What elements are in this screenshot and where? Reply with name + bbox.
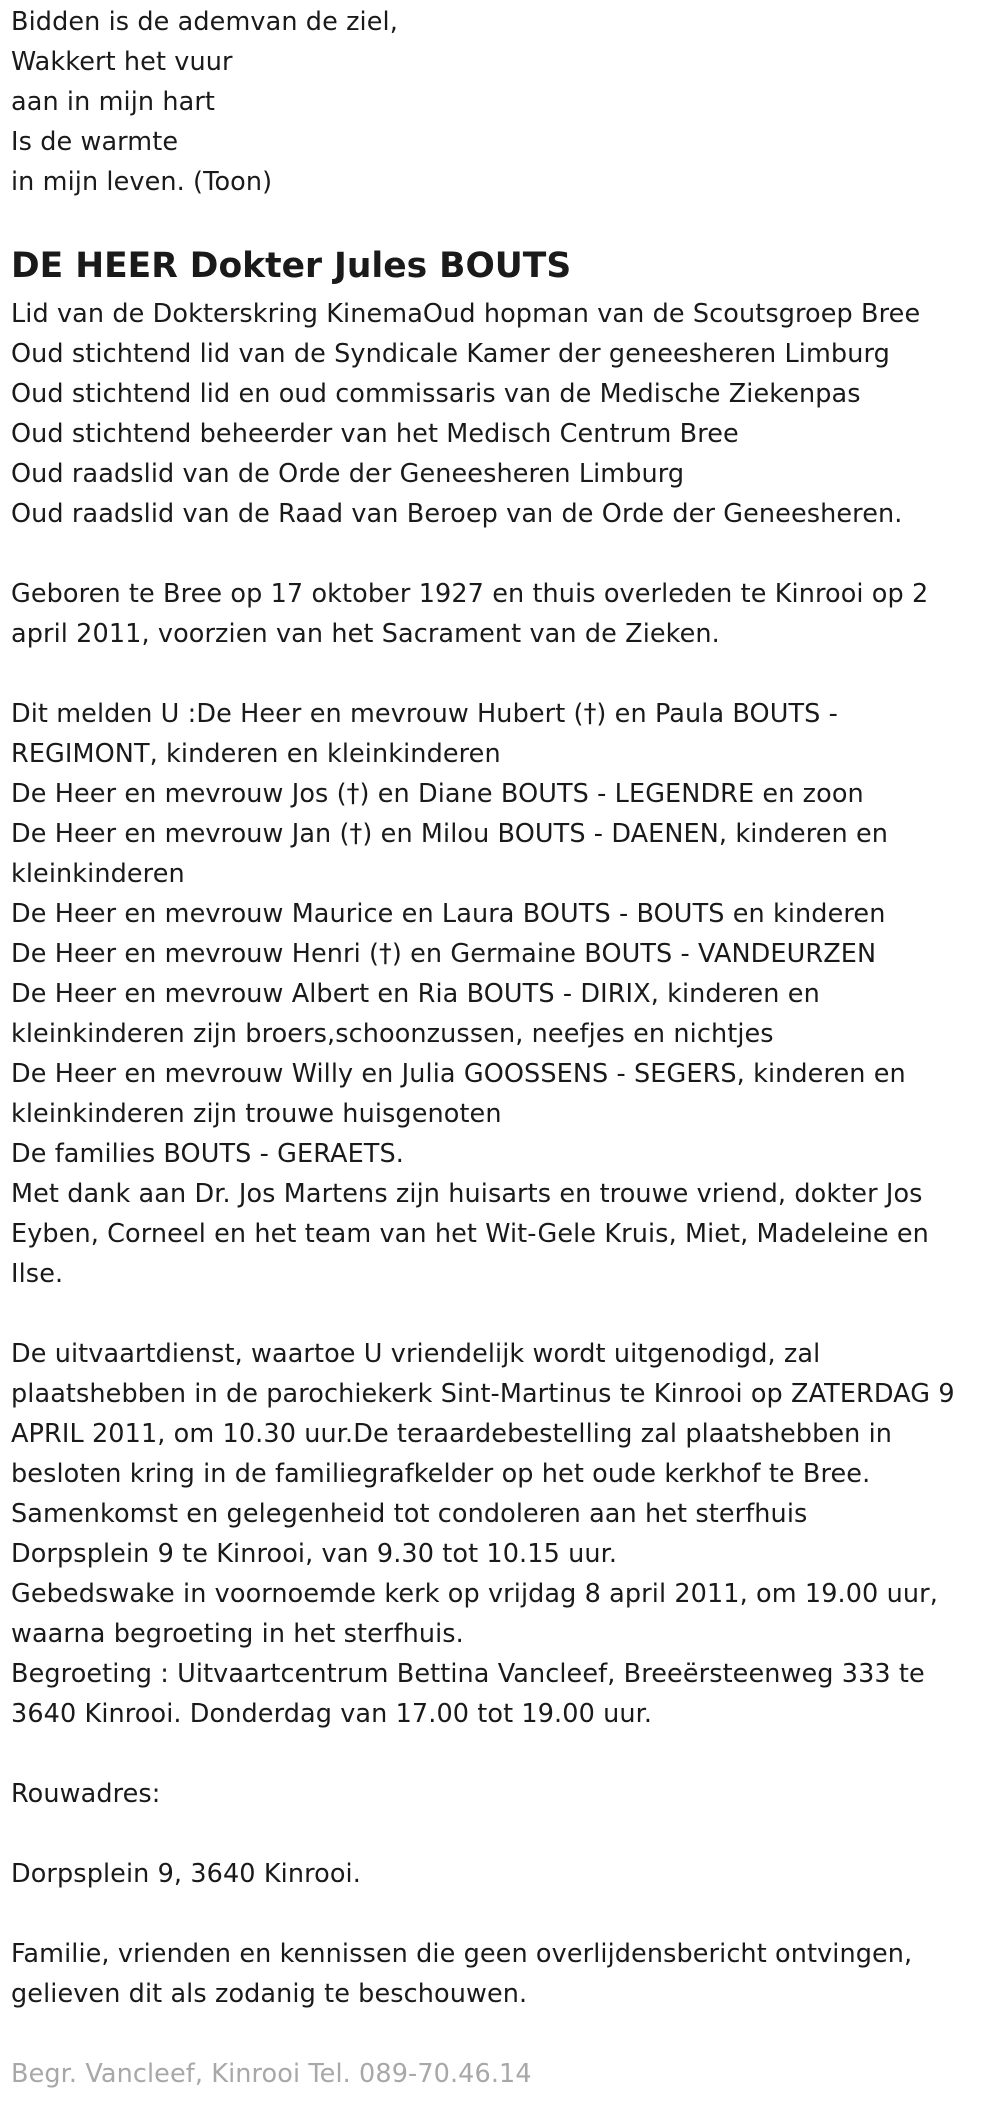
closing-line: Familie, vrienden en kennissen die geen overlijdensbericht ontvingen, (11, 1939, 913, 1969)
funeral-line: besloten kring in de familiegrafkelder op het oude kerkhof te Bree. (11, 1459, 871, 1489)
family-line: kleinkinderen (11, 859, 185, 889)
mourning-address-label: Rouwadres: (11, 1779, 161, 1809)
family-line: Eyben, Corneel en het team van het Wit-Gele Kruis, Miet, Madeleine en (11, 1219, 929, 1249)
family-line: Met dank aan Dr. Jos Martens zijn huisarts en trouwe vriend, dokter Jos (11, 1179, 923, 1209)
funeral-line: Dorpsplein 9 te Kinrooi, van 9.30 tot 10.15 uur. (11, 1539, 618, 1569)
family-line: Dit melden U :De Heer en mevrouw Hubert (†) en Paula BOUTS - (11, 699, 838, 729)
paragraph-gap (11, 534, 996, 574)
closing-note (11, 1934, 996, 2014)
family-line: Ilse. (11, 1259, 64, 1289)
family-line: De Heer en mevrouw Albert en Ria BOUTS - DIRIX, kinderen en (11, 979, 820, 1009)
family-line: kleinkinderen zijn broers,schoonzussen, neefjes en nichtjes (11, 1019, 774, 1049)
funeral-line: Gebedswake in voornoemde kerk op vrijdag 8 april 2011, om 19.00 uur, (11, 1579, 938, 1609)
title-held-line: Lid van de Dokterskring KinemaOud hopman van de Scoutsgroep Bree (11, 299, 921, 329)
family-line: De Heer en mevrouw Henri (†) en Germaine BOUTS - VANDEURZEN (11, 939, 877, 969)
family-announcement (11, 694, 996, 1294)
birth-death-paragraph (11, 574, 996, 654)
paragraph-gap (11, 1814, 996, 1854)
family-line: kleinkinderen zijn trouwe huisgenoten (11, 1099, 502, 1129)
family-line: De Heer en mevrouw Willy en Julia GOOSSENS - SEGERS, kinderen en (11, 1059, 906, 1089)
titles-held (11, 294, 996, 534)
funeral-line: 3640 Kinrooi. Donderdag van 17.00 tot 19.00 uur. (11, 1699, 653, 1729)
family-line: De Heer en mevrouw Jan (†) en Milou BOUTS - DAENEN, kinderen en (11, 819, 889, 849)
poem-line: Wakkert het vuur (11, 47, 233, 77)
poem-line: aan in mijn hart (11, 87, 216, 117)
paragraph-gap (11, 1294, 996, 1334)
deceased-name-title: DE HEER Dokter Jules BOUTS (11, 246, 572, 286)
poem-line: Is de warmte (11, 127, 179, 157)
funeral-details (11, 1334, 996, 1734)
family-line: REGIMONT, kinderen en kleinkinderen (11, 739, 501, 769)
family-line: De Heer en mevrouw Maurice en Laura BOUTS - BOUTS en kinderen (11, 899, 886, 929)
paragraph-gap (11, 1894, 996, 1934)
birth-death-line: april 2011, voorzien van het Sacrament van de Zieken. (11, 619, 720, 649)
title-held-line: Oud raadslid van de Orde der Geneesheren Limburg (11, 459, 685, 489)
funeral-line: APRIL 2011, om 10.30 uur.De teraardebestelling zal plaatshebben in (11, 1419, 893, 1449)
closing-line: gelieven dit als zodanig te beschouwen. (11, 1979, 528, 2009)
opening-poem (11, 2, 996, 202)
title-held-line: Oud raadslid van de Raad van Beroep van de Orde der Geneesheren. (11, 499, 903, 529)
funeral-line: De uitvaartdienst, waartoe U vriendelijk wordt uitgenodigd, zal (11, 1339, 821, 1369)
birth-death-line: Geboren te Bree op 17 oktober 1927 en thuis overleden te Kinrooi op 2 (11, 579, 929, 609)
obituary-page (11, 2, 996, 2094)
title-held-line: Oud stichtend lid van de Syndicale Kamer der geneesheren Limburg (11, 339, 890, 369)
poem-line: Bidden is de ademvan de ziel, (11, 7, 398, 37)
paragraph-gap (11, 654, 996, 694)
funeral-line: waarna begroeting in het sterfhuis. (11, 1619, 464, 1649)
poem-line: in mijn leven. (Toon) (11, 167, 273, 197)
title-held-line: Oud stichtend beheerder van het Medisch Centrum Bree (11, 419, 739, 449)
funeral-line: Samenkomst en gelegenheid tot condoleren aan het sterfhuis (11, 1499, 808, 1529)
paragraph-gap (11, 1734, 996, 1774)
funeral-home-footer: Begr. Vancleef, Kinrooi Tel. 089-70.46.14 (11, 2059, 532, 2089)
funeral-line: plaatshebben in de parochiekerk Sint-Martinus te Kinrooi op ZATERDAG 9 (11, 1379, 955, 1409)
family-line: De families BOUTS - GERAETS. (11, 1139, 404, 1169)
title-held-line: Oud stichtend lid en oud commissaris van de Medische Ziekenpas (11, 379, 861, 409)
family-line: De Heer en mevrouw Jos (†) en Diane BOUTS - LEGENDRE en zoon (11, 779, 864, 809)
funeral-line: Begroeting : Uitvaartcentrum Bettina Vancleef, Breeërsteenweg 333 te (11, 1659, 925, 1689)
mourning-address: Dorpsplein 9, 3640 Kinrooi. (11, 1859, 361, 1889)
